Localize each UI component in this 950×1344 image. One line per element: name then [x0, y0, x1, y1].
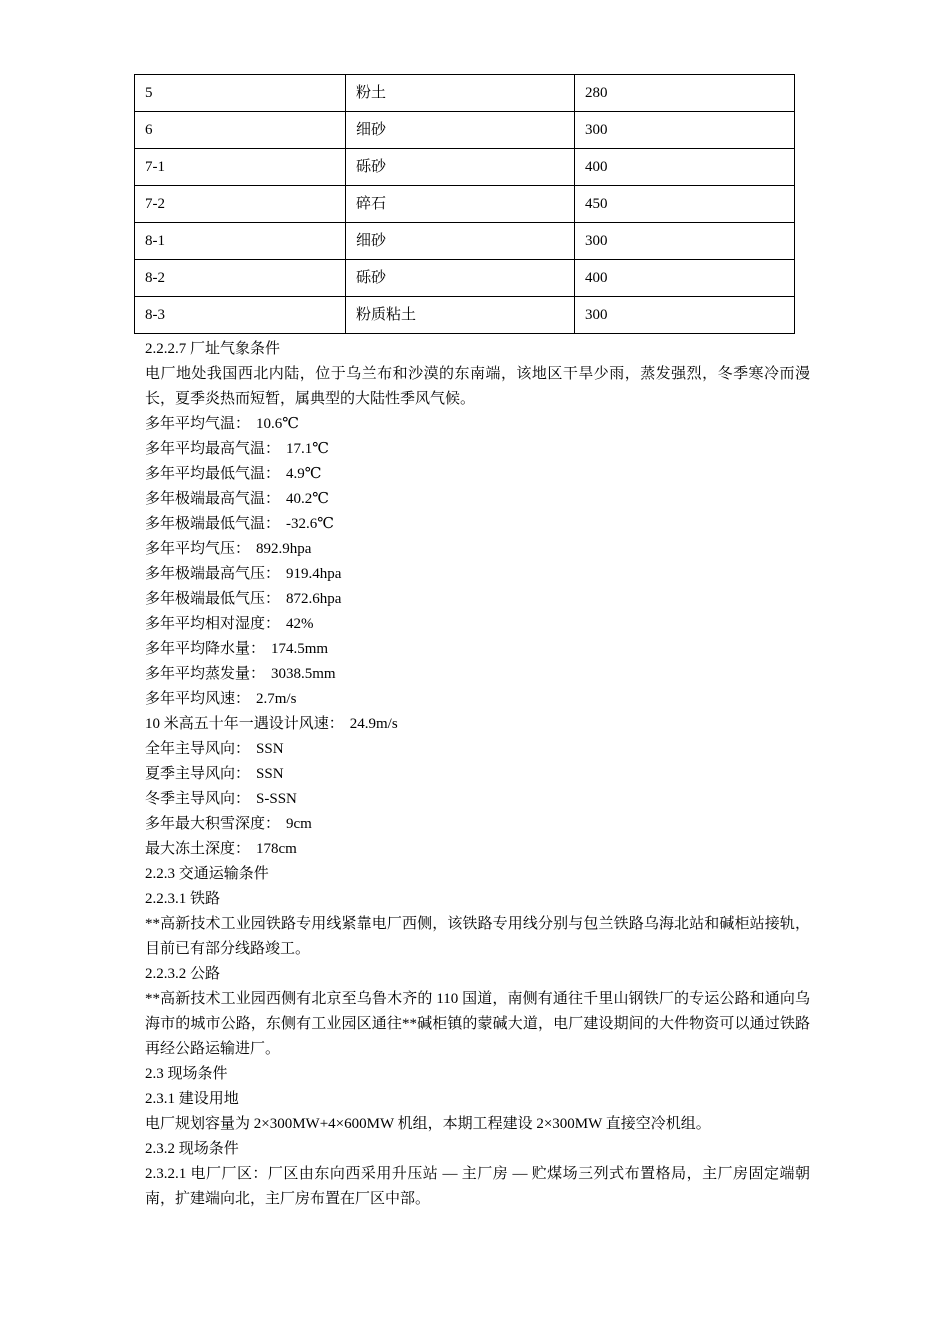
layer-number-cell: 8-1	[135, 223, 346, 260]
table-row	[135, 149, 795, 186]
climate-item	[145, 587, 810, 612]
soil-type-cell: 碎石	[346, 186, 575, 223]
climate-label: 全年主导风向：	[145, 741, 251, 757]
table-row	[135, 75, 795, 112]
layer-number-cell: 7-1	[135, 149, 346, 186]
soil-type-cell: 粉土	[346, 75, 575, 112]
soil-type-cell: 砾砂	[346, 260, 575, 297]
soil-bearing-table	[134, 74, 795, 334]
layer-number-cell: 7-2	[135, 186, 346, 223]
climate-item	[145, 837, 810, 862]
climate-item	[145, 412, 810, 437]
climate-label: 多年极端最低气温：	[145, 516, 281, 532]
section-heading-2231: 2.2.3.1 铁路	[145, 891, 221, 907]
table-row	[135, 297, 795, 334]
document-body	[145, 337, 810, 1212]
soil-type-cell: 细砂	[346, 223, 575, 260]
climate-value: 3038.5mm	[271, 666, 336, 682]
bearing-value-cell: 400	[575, 260, 795, 297]
climate-label: 多年平均最低气温：	[145, 466, 281, 482]
climate-item	[145, 762, 810, 787]
climate-item	[145, 687, 810, 712]
climate-label: 多年极端最高气温：	[145, 491, 281, 507]
soil-type-cell: 砾砂	[346, 149, 575, 186]
table-row	[135, 260, 795, 297]
climate-item	[145, 737, 810, 762]
climate-item	[145, 562, 810, 587]
section-heading-2227: 2.2.2.7 厂址气象条件	[145, 341, 281, 357]
climate-item	[145, 662, 810, 687]
section-heading-231: 2.3.1 建设用地	[145, 1091, 239, 1107]
soil-type-cell: 粉质粘土	[346, 297, 575, 334]
climate-value: 2.7m/s	[256, 691, 297, 707]
climate-label: 多年平均最高气温：	[145, 441, 281, 457]
climate-label: 多年极端最低气压：	[145, 591, 281, 607]
climate-item	[145, 462, 810, 487]
table-row	[135, 112, 795, 149]
climate-list	[145, 412, 810, 862]
bearing-value-cell: 400	[575, 149, 795, 186]
climate-value: S-SSN	[256, 791, 297, 807]
climate-value: 17.1℃	[286, 441, 330, 457]
climate-item	[145, 487, 810, 512]
climate-value: SSN	[256, 766, 284, 782]
climate-value: 42%	[286, 616, 314, 632]
section-heading-23: 2.3 现场条件	[145, 1066, 228, 1082]
bearing-value-cell: 300	[575, 112, 795, 149]
climate-item	[145, 812, 810, 837]
climate-label: 多年平均风速：	[145, 691, 251, 707]
section-heading-232: 2.3.2 现场条件	[145, 1141, 239, 1157]
climate-label: 多年极端最高气压：	[145, 566, 281, 582]
section-heading-223: 2.2.3 交通运输条件	[145, 866, 269, 882]
climate-label: 多年平均蒸发量：	[145, 666, 266, 682]
climate-value: 24.9m/s	[349, 716, 398, 732]
climate-label: 多年最大积雪深度：	[145, 816, 281, 832]
climate-value: 872.6hpa	[286, 591, 342, 607]
climate-item	[145, 637, 810, 662]
climate-item	[145, 787, 810, 812]
bearing-value-cell: 300	[575, 297, 795, 334]
climate-item	[145, 537, 810, 562]
climate-value: 10.6℃	[256, 416, 300, 432]
climate-item	[145, 437, 810, 462]
climate-value: 9cm	[286, 816, 312, 832]
table-row	[135, 186, 795, 223]
layer-number-cell: 5	[135, 75, 346, 112]
climate-value: 178cm	[256, 841, 297, 857]
land-use-paragraph: 电厂规划容量为 2×300MW+4×600MW 机组，本期工程建设 2×300MW 直接空冷机组。	[145, 1116, 711, 1132]
climate-value: 892.9hpa	[256, 541, 312, 557]
climate-item	[145, 612, 810, 637]
railway-paragraph: **高新技术工业园铁路专用线紧靠电厂西侧，该铁路专用线分别与包兰铁路乌海北站和碱柜站接轨，目前已有部分线路竣工。	[145, 916, 810, 957]
climate-value: 4.9℃	[286, 466, 322, 482]
climate-value: SSN	[256, 741, 284, 757]
section-heading-2232: 2.2.3.2 公路	[145, 966, 221, 982]
climate-label: 多年平均气温：	[145, 416, 251, 432]
climate-value: 40.2℃	[286, 491, 330, 507]
climate-item	[145, 712, 810, 737]
climate-value: -32.6℃	[286, 516, 335, 532]
climate-label: 多年平均相对湿度：	[145, 616, 281, 632]
climate-value: 174.5mm	[271, 641, 329, 657]
bearing-value-cell: 280	[575, 75, 795, 112]
climate-label: 夏季主导风向：	[145, 766, 251, 782]
climate-label: 多年平均气压：	[145, 541, 251, 557]
climate-value: 919.4hpa	[286, 566, 342, 582]
plant-area-paragraph: 2.3.2.1 电厂厂区：厂区由东向西采用升压站 — 主厂房 — 贮煤场三列式布置格局，主厂房固定端朝南，扩建端向北，主厂房布置在厂区中部。	[145, 1166, 810, 1207]
layer-number-cell: 8-2	[135, 260, 346, 297]
bearing-value-cell: 300	[575, 223, 795, 260]
climate-label: 10 米高五十年一遇设计风速：	[145, 716, 344, 732]
layer-number-cell: 8-3	[135, 297, 346, 334]
highway-paragraph: **高新技术工业园西侧有北京至乌鲁木齐的 110 国道，南侧有通往千里山钢铁厂的专运公路和通向乌海市的城市公路，东侧有工业园区通往**碱柜镇的蒙碱大道，电厂建设期间的大件物资可以通过铁路再经公路运输进厂。	[145, 991, 810, 1057]
layer-number-cell: 6	[135, 112, 346, 149]
table-row	[135, 223, 795, 260]
climate-item	[145, 512, 810, 537]
climate-intro-paragraph: 电厂地处我国西北内陆，位于乌兰布和沙漠的东南端，该地区干旱少雨，蒸发强烈，冬季寒冷而漫长，夏季炎热而短暂，属典型的大陆性季风气候。	[145, 366, 810, 407]
climate-label: 多年平均降水量：	[145, 641, 266, 657]
soil-type-cell: 细砂	[346, 112, 575, 149]
bearing-value-cell: 450	[575, 186, 795, 223]
climate-label: 冬季主导风向：	[145, 791, 251, 807]
climate-label: 最大冻土深度：	[145, 841, 251, 857]
